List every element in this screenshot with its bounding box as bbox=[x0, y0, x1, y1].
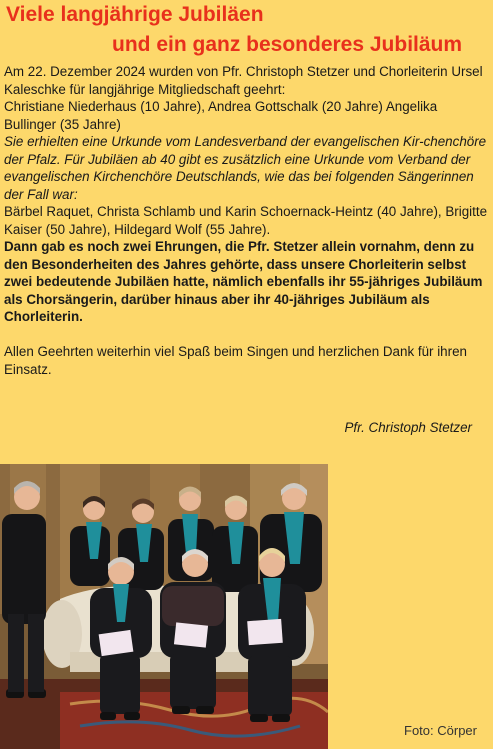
paragraph-honorees: Christiane Niederhaus (10 Jahre), Andrea Gottschalk (20 Jahre) Angelika Bullinger (35 Jahre) bbox=[4, 99, 438, 132]
paragraph-intro: Am 22. Dezember 2024 wurden von Pfr. Christoph Stetzer und Chorleiterin Ursel Kaleschke für langjährige Mitgliedschaft geehrt: bbox=[4, 64, 483, 97]
photo-credit: Foto: Cörper bbox=[404, 723, 477, 738]
paragraph-closing: Allen Geehrten weiterhin viel Spaß beim Singen und herzlichen Dank für ihren Einsatz. bbox=[4, 344, 467, 377]
paragraph-choir-director: Dann gab es noch zwei Ehrungen, die Pfr. Stetzer allein vornahm, denn zu den Besonderheiten des Jahres gehörte, dass unsere Chorleiterin selbst zwei bedeutende Jubiläen hatte, nämlich ebenfalls ihr 55-jähriges Jubiläum als Chorsängerin, darüber hinaus aber ihr 40-jähriges Jubiläum als Chorleiterin. bbox=[4, 239, 483, 324]
paragraph-certificates: Sie erhielten eine Urkunde vom Landesverband der evangelischen Kir-chenchöre der Pfalz. Für Jubiläen ab 40 gibt es zusätzlich eine Urkunde vom Verband der evangelischen Kirchenchöre Deutschlands, wie das bei folgenden Sängerinnen der Fall war: bbox=[4, 134, 487, 202]
title-line-2: und ein ganz besonderes Jubiläum bbox=[112, 33, 463, 56]
paragraph-long-service: Bärbel Raquet, Christa Schlamb und Karin Schoernack-Heintz (40 Jahre), Brigitte Kaiser (50 Jahre), Hildegard Wolf (55 Jahre). bbox=[4, 204, 488, 237]
title-line-1: Viele langjährige Jubiläen bbox=[6, 3, 264, 26]
paragraph-spacer bbox=[4, 326, 492, 344]
group-photo bbox=[0, 464, 328, 749]
article-body bbox=[4, 63, 492, 378]
group-photo-illustration bbox=[0, 464, 328, 749]
signature: Pfr. Christoph Stetzer bbox=[344, 420, 472, 435]
